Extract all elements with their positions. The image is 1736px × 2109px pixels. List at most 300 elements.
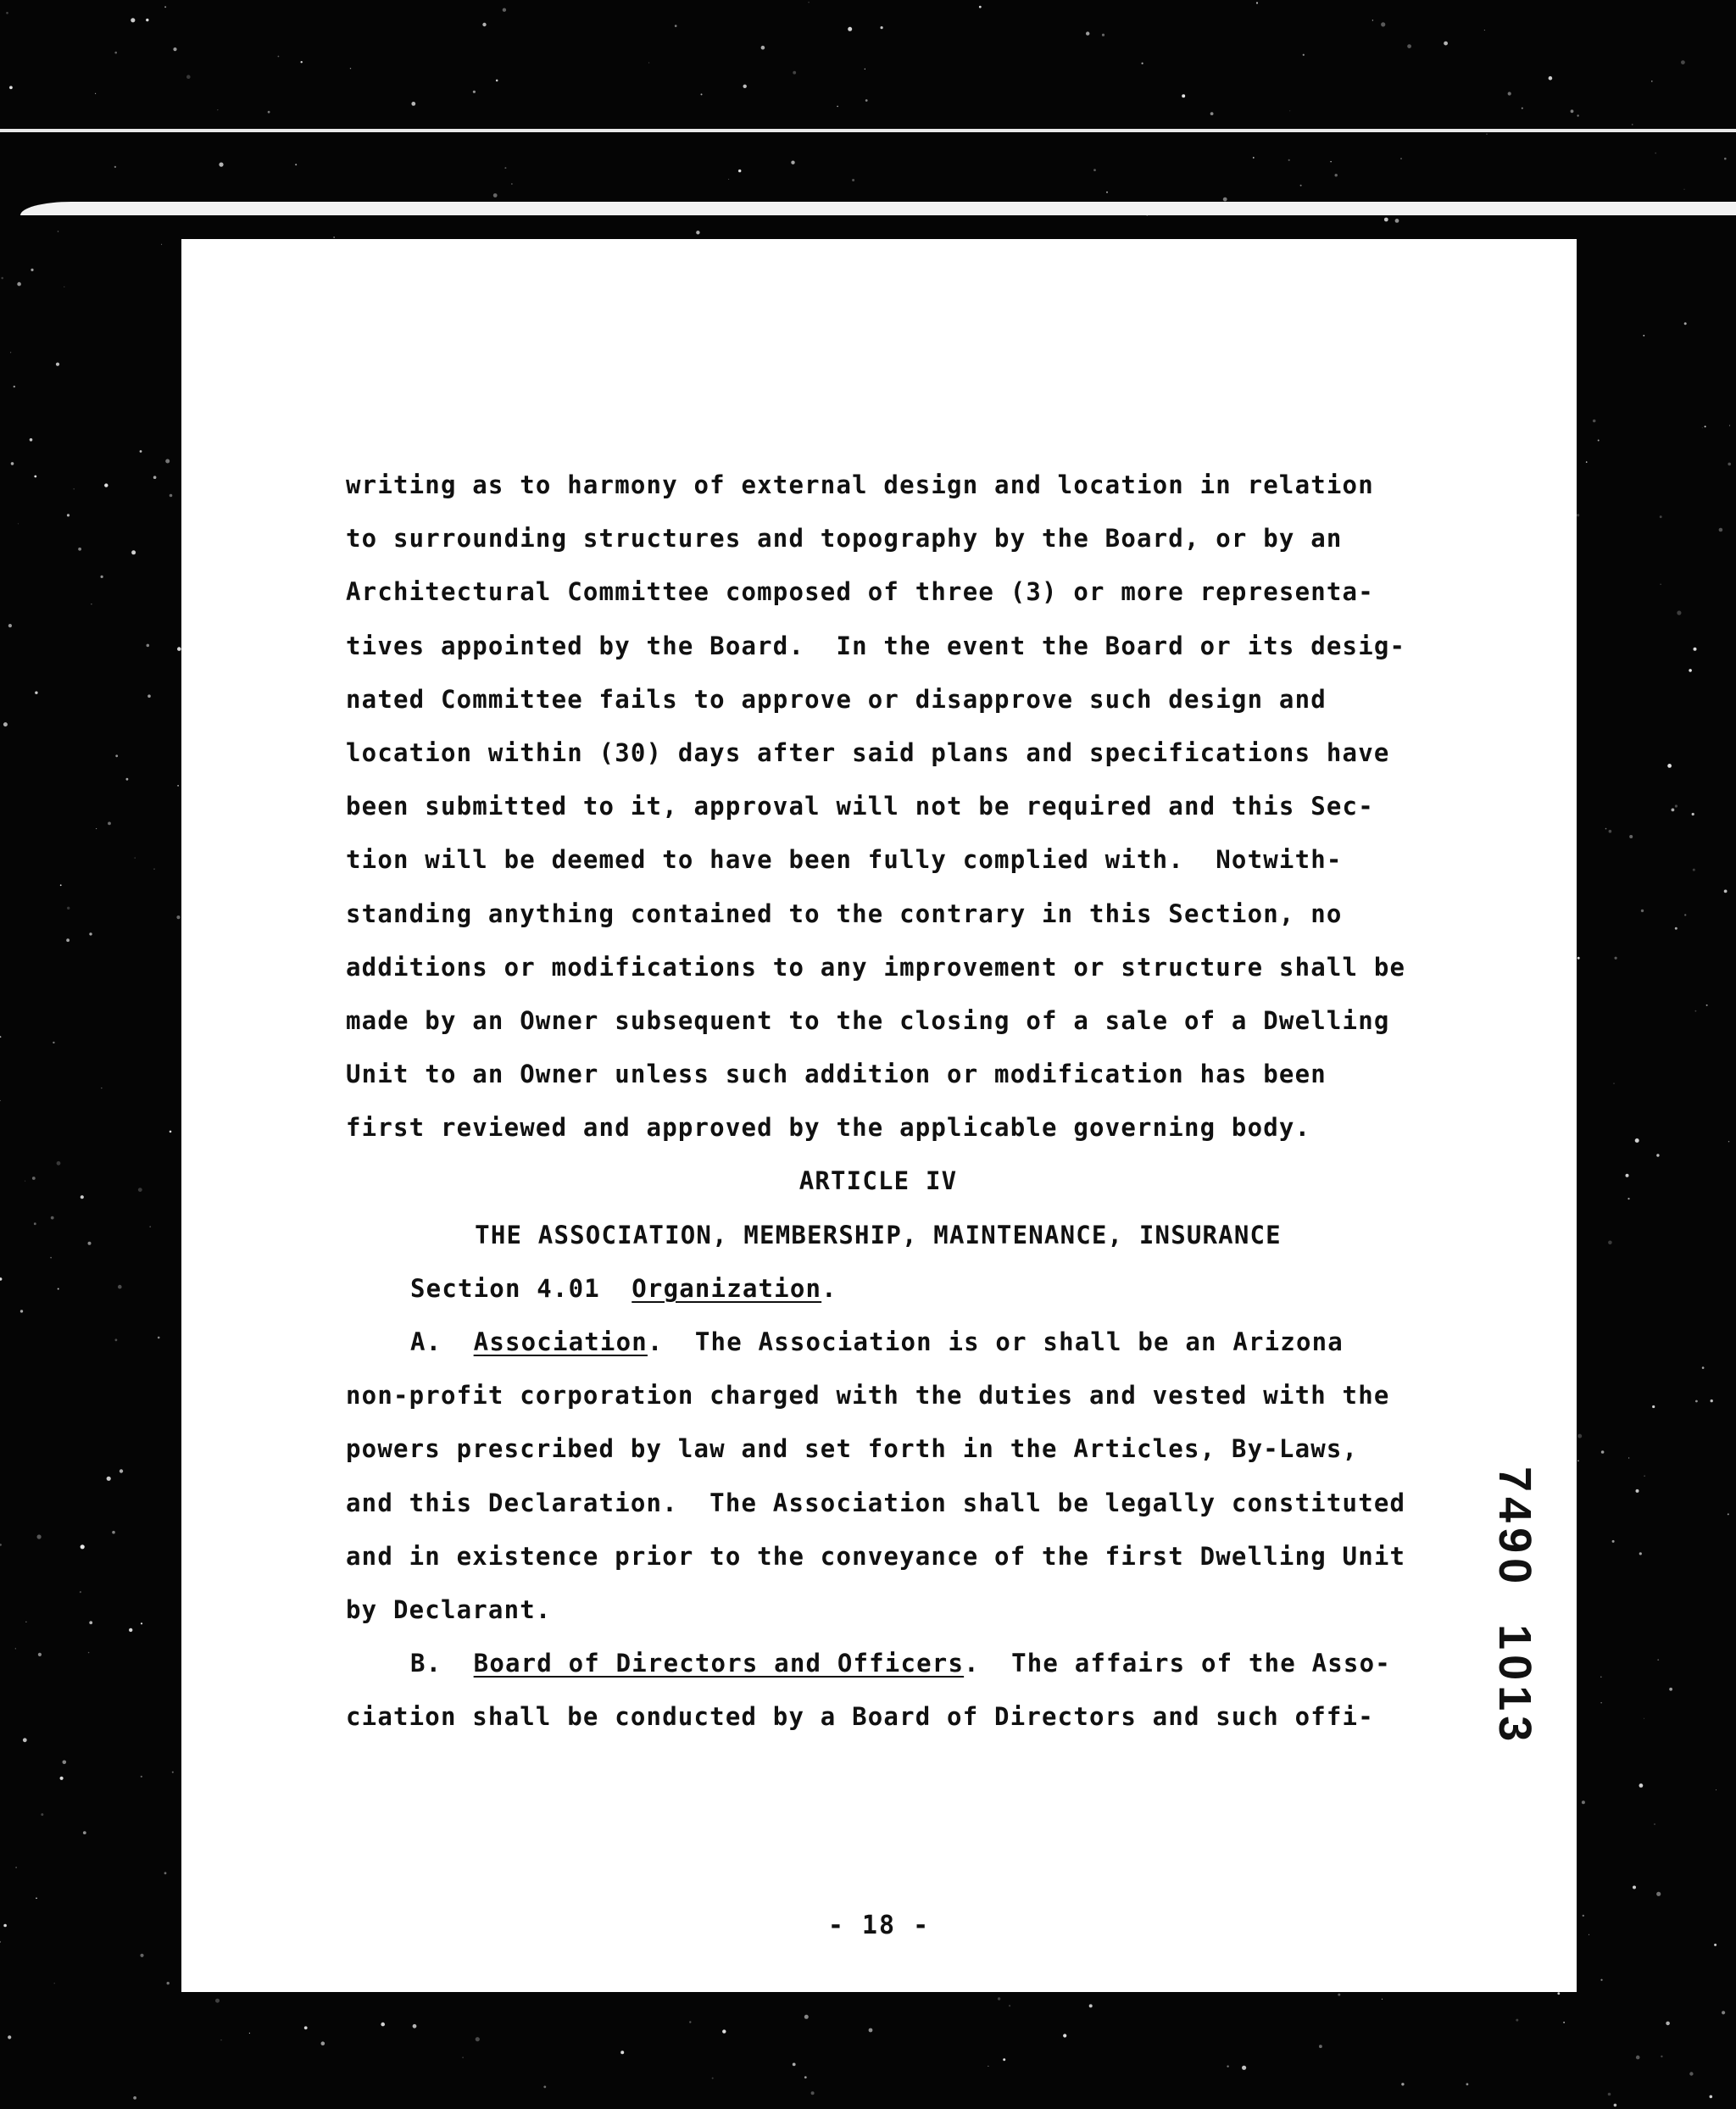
noise-speck xyxy=(115,1338,118,1341)
noise-speck xyxy=(1724,158,1727,160)
subsection-a-line: by Declarant. xyxy=(346,1594,552,1624)
noise-speck xyxy=(1577,1461,1579,1462)
noise-speck xyxy=(793,2063,796,2067)
noise-speck xyxy=(35,692,37,694)
noise-speck xyxy=(177,785,179,787)
noise-speck xyxy=(1601,1450,1605,1454)
noise-speck xyxy=(1577,1434,1582,1438)
noise-speck xyxy=(381,2023,385,2027)
noise-speck xyxy=(295,164,297,165)
noise-speck xyxy=(164,1872,167,1874)
noise-speck xyxy=(1681,60,1685,64)
noise-speck xyxy=(6,12,8,14)
noise-speck xyxy=(17,282,21,287)
noise-speck xyxy=(1667,764,1672,768)
noise-speck xyxy=(1666,2022,1670,2026)
noise-speck xyxy=(1577,114,1578,116)
noise-speck xyxy=(1728,463,1731,466)
noise-speck xyxy=(1689,669,1692,672)
subsection-b-marker: B. xyxy=(410,1649,442,1678)
noise-speck xyxy=(473,91,476,93)
noise-speck xyxy=(3,1924,7,1928)
noise-speck xyxy=(1605,828,1607,830)
noise-speck xyxy=(112,1531,115,1534)
noise-speck xyxy=(1684,322,1687,325)
noise-speck xyxy=(1636,1489,1639,1493)
noise-speck xyxy=(1632,124,1633,125)
noise-speck xyxy=(80,1591,81,1593)
noise-speck xyxy=(1692,813,1694,815)
noise-speck xyxy=(1583,1915,1584,1917)
noise-speck xyxy=(221,2039,222,2040)
noise-speck xyxy=(51,1216,54,1220)
noise-speck xyxy=(1724,890,1728,893)
noise-speck xyxy=(9,86,13,89)
subsection-b-first-line xyxy=(346,1637,1456,1690)
noise-speck xyxy=(1675,927,1678,930)
subsection-a-line: and in existence prior to the conveyance of the first Dwelling Unit xyxy=(346,1541,1406,1571)
noise-speck xyxy=(1684,189,1685,190)
noise-speck xyxy=(1643,335,1644,337)
noise-speck xyxy=(1655,153,1656,154)
noise-speck xyxy=(18,523,19,524)
noise-speck xyxy=(1586,461,1588,463)
noise-speck xyxy=(67,514,70,516)
noise-speck xyxy=(1227,2066,1228,2067)
paragraph-line: additions or modifications to any improvement or structure shall be xyxy=(346,952,1406,982)
noise-speck xyxy=(1614,1083,1615,1084)
noise-speck xyxy=(304,2026,308,2029)
noise-speck xyxy=(1729,425,1730,426)
noise-speck xyxy=(3,722,8,726)
noise-speck xyxy=(743,85,747,88)
noise-speck xyxy=(852,179,854,181)
noise-speck xyxy=(1711,1400,1713,1402)
scanner-edge-line xyxy=(0,129,1736,132)
section-prefix: Section 4.01 xyxy=(410,1273,600,1303)
noise-speck xyxy=(1003,2058,1005,2061)
noise-speck xyxy=(1089,2004,1093,2007)
paragraph-line: tion will be deemed to have been fully complied with. Notwith- xyxy=(346,845,1343,875)
noise-speck xyxy=(1684,914,1686,915)
section-title: Organization xyxy=(632,1273,822,1303)
section-heading xyxy=(346,1262,1456,1316)
noise-speck xyxy=(793,71,796,75)
noise-speck xyxy=(504,167,506,169)
noise-speck xyxy=(177,647,181,651)
noise-speck xyxy=(66,938,70,942)
noise-speck xyxy=(149,1226,151,1227)
noise-speck xyxy=(101,576,103,578)
noise-speck xyxy=(37,1534,42,1539)
noise-speck xyxy=(1330,161,1331,162)
paragraph-line: standing anything contained to the contrary in this Section, no xyxy=(346,899,1343,928)
noise-speck xyxy=(153,869,154,870)
noise-speck xyxy=(998,1997,1000,2000)
noise-speck xyxy=(1407,44,1411,48)
noise-speck xyxy=(147,644,150,648)
noise-speck xyxy=(1710,2095,1713,2099)
noise-speck xyxy=(1300,185,1302,186)
noise-speck xyxy=(1577,514,1579,516)
noise-speck xyxy=(1557,1992,1560,1995)
noise-speck xyxy=(129,1628,132,1632)
paragraph-line: made by an Owner subsequent to the closing of a sale of a Dwelling xyxy=(346,1005,1390,1035)
subsection-a-first-line xyxy=(346,1316,1456,1369)
noise-speck xyxy=(1582,1800,1585,1804)
noise-speck xyxy=(1728,1141,1729,1142)
noise-speck xyxy=(837,106,838,108)
noise-speck xyxy=(0,1277,2,1281)
noise-speck xyxy=(1484,30,1485,31)
noise-speck xyxy=(1142,63,1143,64)
noise-speck xyxy=(761,46,765,50)
noise-speck xyxy=(34,476,36,478)
noise-speck xyxy=(979,6,982,8)
noise-speck xyxy=(411,102,415,106)
noise-speck xyxy=(1508,92,1511,95)
noise-speck xyxy=(1695,1010,1697,1012)
paragraph-line: been submitted to it, approval will not be required and this Sec- xyxy=(346,792,1374,821)
noise-speck xyxy=(1598,440,1600,442)
noise-speck xyxy=(1652,1405,1655,1408)
noise-speck xyxy=(133,2096,136,2100)
noise-speck xyxy=(1728,1513,1729,1515)
noise-speck xyxy=(1466,2083,1469,2085)
paragraph-line: Unit to an Owner unless such addition or modification has been xyxy=(346,1060,1327,1089)
noise-speck xyxy=(89,1621,92,1624)
noise-speck xyxy=(1063,2034,1066,2037)
noise-speck xyxy=(120,1469,123,1472)
noise-speck xyxy=(689,2021,691,2023)
noise-speck xyxy=(0,1941,1,1943)
noise-speck xyxy=(848,27,852,31)
noise-speck xyxy=(696,231,699,234)
noise-speck xyxy=(1289,111,1290,112)
noise-speck xyxy=(728,179,729,180)
noise-speck xyxy=(278,56,280,58)
page-number: - 18 - xyxy=(827,1911,931,1940)
noise-speck xyxy=(11,462,14,465)
noise-speck xyxy=(215,1999,220,2003)
noise-speck xyxy=(140,450,142,453)
noise-speck xyxy=(1675,804,1678,807)
noise-speck xyxy=(60,884,62,886)
noise-speck xyxy=(701,93,703,95)
noise-speck xyxy=(1702,427,1703,428)
noise-speck xyxy=(81,1195,84,1199)
noise-speck xyxy=(1644,1475,1645,1477)
noise-speck xyxy=(865,99,868,102)
noise-speck xyxy=(114,166,116,168)
noise-speck xyxy=(1400,158,1402,159)
noise-speck xyxy=(126,778,129,781)
noise-speck xyxy=(1549,76,1553,81)
noise-speck xyxy=(1395,219,1399,223)
noise-speck xyxy=(60,1777,64,1780)
noise-speck xyxy=(1381,22,1385,26)
noise-speck xyxy=(1223,198,1227,202)
noise-speck xyxy=(158,1337,160,1339)
noise-speck xyxy=(1669,1688,1672,1691)
subsection-b-title: Board of Directors and Officers xyxy=(473,1649,965,1678)
noise-speck xyxy=(1609,830,1612,833)
noise-speck xyxy=(1705,426,1706,427)
noise-speck xyxy=(1571,109,1574,113)
noise-speck xyxy=(176,915,180,919)
subsection-a-marker: A. xyxy=(410,1327,442,1356)
noise-speck xyxy=(114,52,117,54)
noise-speck xyxy=(413,2024,417,2028)
noise-speck xyxy=(1716,1789,1717,1790)
noise-speck xyxy=(1689,2072,1693,2075)
subsection-a-line: and this Declaration. The Association shall be legally constituted xyxy=(346,1488,1406,1517)
noise-speck xyxy=(496,80,498,82)
noise-speck xyxy=(1719,528,1723,532)
noise-speck xyxy=(140,1954,143,1957)
noise-speck xyxy=(20,1310,23,1312)
noise-speck xyxy=(1693,869,1695,871)
noise-speck xyxy=(804,2076,807,2078)
noise-speck xyxy=(1577,957,1580,960)
noise-speck xyxy=(1706,1004,1708,1006)
noise-speck xyxy=(0,1036,1,1038)
subsection-a-text: . The Association is or shall be an Arizona xyxy=(647,1327,1344,1356)
scanner-edge-band xyxy=(20,202,1736,215)
noise-speck xyxy=(1600,1979,1602,1981)
noise-speck xyxy=(1639,1552,1642,1555)
noise-speck xyxy=(1086,31,1089,35)
noise-speck xyxy=(218,109,219,110)
noise-speck xyxy=(108,822,111,826)
noise-speck xyxy=(1384,218,1388,222)
noise-speck xyxy=(1,277,3,280)
noise-speck xyxy=(14,386,15,387)
noise-speck xyxy=(1093,169,1096,171)
noise-speck xyxy=(1210,112,1214,115)
noise-speck xyxy=(620,2051,624,2054)
noise-speck xyxy=(146,19,148,21)
noise-speck xyxy=(1628,1198,1629,1199)
noise-speck xyxy=(131,18,135,22)
noise-speck xyxy=(1672,809,1675,812)
noise-speck xyxy=(34,1222,36,1225)
noise-speck xyxy=(53,1042,54,1043)
noise-speck xyxy=(1626,1174,1629,1177)
noise-speck xyxy=(41,1813,43,1816)
noise-speck xyxy=(8,2035,11,2039)
noise-speck xyxy=(1522,108,1523,109)
noise-speck xyxy=(1253,157,1255,159)
noise-speck xyxy=(56,363,59,366)
noise-speck xyxy=(88,1242,92,1245)
noise-speck xyxy=(147,694,151,698)
noise-speck xyxy=(73,488,75,490)
noise-speck xyxy=(96,828,97,829)
noise-speck xyxy=(38,1653,42,1656)
noise-speck xyxy=(804,2015,809,2019)
noise-speck xyxy=(104,483,108,487)
noise-speck xyxy=(712,2078,714,2079)
noise-speck xyxy=(722,2029,726,2033)
article-title: THE ASSOCIATION, MEMBERSHIP, MAINTENANCE, INSURANCE xyxy=(475,1220,1282,1249)
noise-speck xyxy=(172,1772,174,1773)
noise-speck xyxy=(138,1188,142,1192)
noise-speck xyxy=(164,6,166,8)
noise-speck xyxy=(1661,2056,1662,2057)
noise-speck xyxy=(83,1831,86,1834)
noise-speck xyxy=(1256,2,1258,3)
noise-speck xyxy=(135,857,136,858)
noise-speck xyxy=(1714,1944,1717,1946)
recording-stamp: 7490 1013 xyxy=(1489,1466,1540,1747)
noise-speck xyxy=(32,1177,36,1180)
noise-speck xyxy=(1639,1783,1644,1788)
noise-speck xyxy=(89,932,92,935)
noise-speck xyxy=(1486,134,1487,135)
noise-speck xyxy=(1608,2093,1611,2096)
noise-speck xyxy=(1106,192,1108,193)
noise-speck xyxy=(58,231,59,232)
noise-speck xyxy=(1615,957,1617,960)
noise-speck xyxy=(1702,1366,1705,1369)
noise-speck xyxy=(95,93,96,94)
noise-speck xyxy=(333,236,334,237)
noise-speck xyxy=(31,269,33,271)
noise-speck xyxy=(141,1622,142,1624)
noise-speck xyxy=(1242,2066,1246,2070)
noise-speck xyxy=(10,352,11,353)
noise-speck xyxy=(50,1257,52,1259)
subsection-b-line: ciation shall be conducted by a Board of Directors and such offi- xyxy=(346,1702,1374,1732)
noise-speck xyxy=(791,161,794,164)
noise-speck xyxy=(161,244,162,245)
noise-speck xyxy=(1372,19,1373,20)
noise-speck xyxy=(107,1477,111,1481)
noise-speck xyxy=(186,75,191,79)
noise-speck xyxy=(57,1161,61,1166)
noise-speck xyxy=(165,459,170,464)
noise-speck xyxy=(15,1648,16,1649)
noise-speck xyxy=(54,1983,55,1984)
paragraph-line: nated Committee fails to approve or disapprove such design and xyxy=(346,684,1327,714)
noise-speck xyxy=(1600,1677,1602,1678)
noise-speck xyxy=(0,1100,1,1101)
noise-speck xyxy=(301,61,303,63)
noise-speck xyxy=(67,907,70,910)
noise-speck xyxy=(1319,2045,1322,2048)
noise-speck xyxy=(1516,2019,1518,2022)
noise-speck xyxy=(1612,1540,1615,1543)
noise-speck xyxy=(78,548,81,551)
paragraph-line: location within (30) days after said plans and specifications have xyxy=(346,737,1390,767)
noise-speck xyxy=(1288,159,1290,161)
noise-speck xyxy=(1335,174,1338,176)
noise-speck xyxy=(1641,910,1644,912)
noise-speck xyxy=(170,494,173,498)
noise-speck xyxy=(811,2091,815,2095)
noise-speck xyxy=(1182,94,1185,97)
noise-speck xyxy=(1102,34,1104,36)
noise-speck xyxy=(738,170,741,172)
noise-speck xyxy=(1657,1659,1659,1661)
noise-speck xyxy=(1636,2056,1640,2060)
noise-speck xyxy=(1401,2083,1404,2085)
noise-speck xyxy=(881,26,883,29)
noise-speck xyxy=(219,163,223,167)
noise-speck xyxy=(1677,610,1681,615)
noise-speck xyxy=(141,1776,142,1778)
noise-speck xyxy=(173,47,176,51)
noise-speck xyxy=(30,438,33,442)
noise-speck xyxy=(58,1288,59,1290)
noise-speck xyxy=(462,2056,464,2058)
document-text xyxy=(346,459,1456,1745)
paragraph-line: tives appointed by the Board. In the event the Board or its desig- xyxy=(346,631,1406,660)
subsection-a-line: non-profit corporation charged with the duties and vested with the xyxy=(346,1381,1390,1411)
noise-speck xyxy=(88,1652,90,1654)
noise-speck xyxy=(543,2086,546,2089)
noise-speck xyxy=(0,1544,2,1546)
noise-speck xyxy=(1633,1886,1636,1889)
noise-speck xyxy=(1600,1702,1601,1703)
noise-speck xyxy=(1722,2011,1725,2014)
noise-speck xyxy=(1009,2005,1010,2006)
noise-speck xyxy=(476,2037,480,2041)
noise-speck xyxy=(81,1544,85,1549)
paragraph-line: first reviewed and approved by the applicable governing body. xyxy=(346,1113,1311,1143)
noise-speck xyxy=(1654,1823,1655,1825)
noise-speck xyxy=(1303,54,1305,56)
noise-speck xyxy=(167,1982,170,1984)
noise-speck xyxy=(36,1898,37,1900)
noise-speck xyxy=(63,1761,67,1765)
noise-speck xyxy=(1628,1457,1629,1458)
section-title-suffix: . xyxy=(821,1273,837,1303)
noise-speck xyxy=(648,62,649,63)
noise-speck xyxy=(1593,420,1596,423)
noise-speck xyxy=(675,25,677,27)
noise-speck xyxy=(503,8,506,12)
noise-speck xyxy=(118,1285,122,1289)
noise-speck xyxy=(1660,515,1662,518)
noise-speck xyxy=(1629,835,1633,838)
noise-speck xyxy=(8,624,12,627)
noise-speck xyxy=(1694,648,1697,651)
noise-speck xyxy=(1382,1999,1383,2000)
subsection-a-title: Association xyxy=(473,1327,648,1356)
noise-speck xyxy=(869,2028,873,2033)
noise-speck xyxy=(1660,584,1661,586)
noise-speck xyxy=(493,193,498,198)
paragraph-line: writing as to harmony of external design and location in relation xyxy=(346,470,1374,499)
noise-speck xyxy=(808,2,809,3)
noise-speck xyxy=(23,1738,27,1742)
noise-speck xyxy=(170,1131,172,1133)
noise-speck xyxy=(1563,2022,1565,2023)
paragraph-line: Architectural Committee composed of three (3) or more representa- xyxy=(346,577,1374,607)
noise-speck xyxy=(511,183,512,184)
noise-speck xyxy=(1656,1154,1659,1156)
noise-speck xyxy=(249,2033,250,2034)
noise-speck xyxy=(482,23,486,26)
paragraph-line: to surrounding structures and topography by the Board, or by an xyxy=(346,524,1343,554)
noise-speck xyxy=(1695,1400,1698,1403)
noise-speck xyxy=(1444,42,1448,46)
noise-speck xyxy=(350,68,351,69)
subsection-a-line: powers prescribed by law and set forth in the Articles, By-Laws, xyxy=(346,1434,1359,1464)
noise-speck xyxy=(1614,2104,1617,2107)
